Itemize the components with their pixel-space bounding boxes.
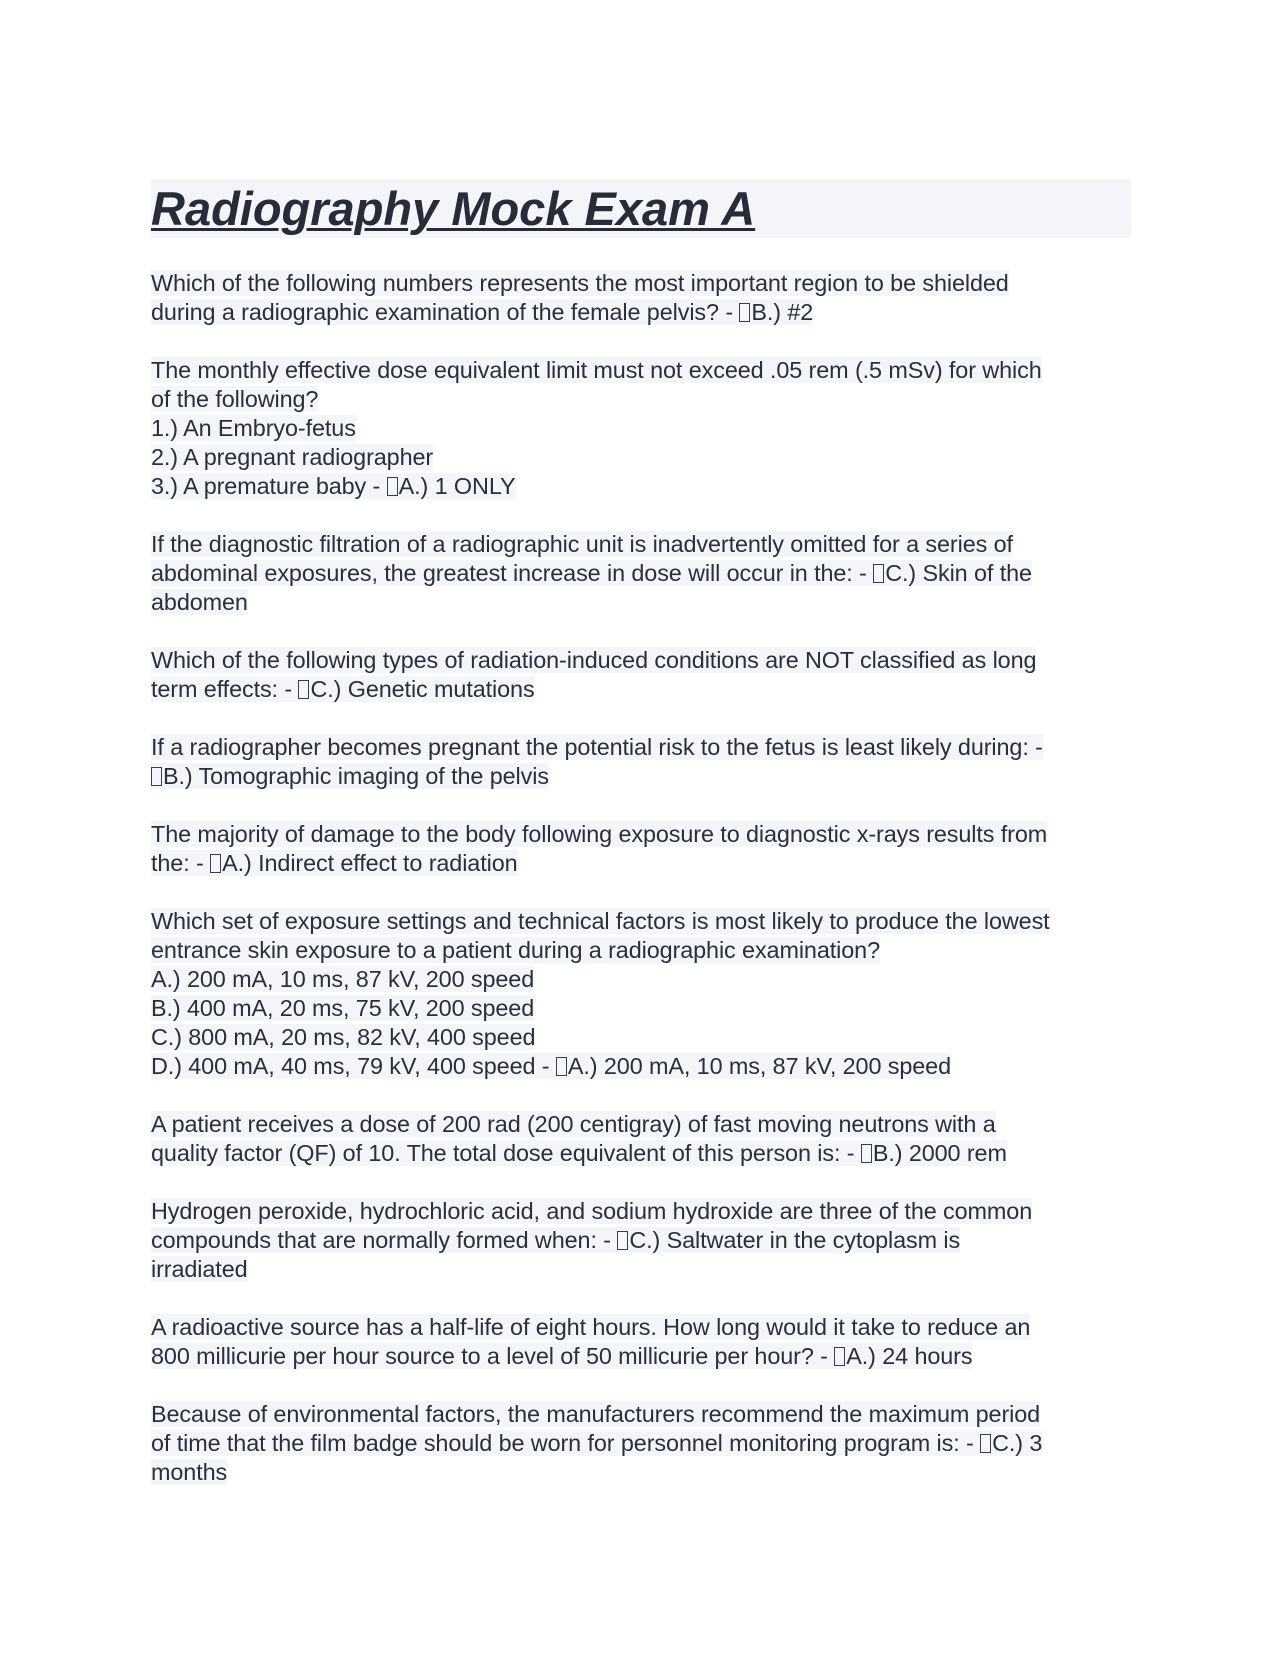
question-text: compounds that are normally formed when: - C.) Saltwater in the cytoplasm is: [151, 1227, 961, 1253]
question-item: [151, 1313, 1131, 1371]
question-item: [151, 530, 1131, 617]
question-text: Which of the following types of radiation-induced conditions are NOT classified as long: [151, 647, 1037, 673]
question-text: [151, 763, 549, 789]
question-line: [151, 907, 1131, 936]
answer-text: A.) Indirect effect to radiation: [222, 850, 518, 876]
answer-text: A.) 1 ONLY: [398, 473, 516, 499]
question-text: 1.) An Embryo-fetus: [151, 415, 356, 441]
missing-glyph-icon: [210, 854, 221, 873]
question-line: [151, 298, 1131, 327]
answer-tail-text: irradiated: [151, 1256, 248, 1282]
question-line: [151, 530, 1131, 559]
question-line: [151, 1197, 1131, 1226]
document-page: [151, 179, 1131, 1516]
question-item: [151, 1400, 1131, 1487]
missing-glyph-icon: [739, 303, 750, 322]
question-text: A patient receives a dose of 200 rad (200 centigray) of fast moving neutrons with a: [151, 1111, 996, 1137]
question-line: [151, 1313, 1131, 1342]
question-text: 2.) A pregnant radiographer: [151, 444, 434, 470]
question-text: of the following?: [151, 386, 319, 412]
answer-text: B.) #2: [751, 299, 814, 325]
missing-glyph-icon: [617, 1231, 628, 1250]
question-line: [151, 414, 1131, 443]
question-text: 3.) A premature baby - A.) 1 ONLY: [151, 473, 516, 499]
answer-tail-text: abdomen: [151, 589, 248, 615]
question-line: [151, 965, 1131, 994]
question-text: quality factor (QF) of 10. The total dose equivalent of this person is: - B.) 2000 rem: [151, 1140, 1007, 1166]
question-line: [151, 356, 1131, 385]
question-line: [151, 443, 1131, 472]
question-line: [151, 385, 1131, 414]
document-title: Radiography Mock Exam A: [151, 182, 756, 235]
missing-glyph-icon: [298, 680, 309, 699]
question-item: [151, 356, 1131, 501]
question-line: [151, 762, 1131, 791]
answer-continuation: [151, 1458, 1131, 1487]
question-item: [151, 269, 1131, 327]
question-text: B.) 400 mA, 20 ms, 75 kV, 200 speed: [151, 995, 535, 1021]
question-line: [151, 936, 1131, 965]
question-text: Because of environmental factors, the manufacturers recommend the maximum period: [151, 1401, 1041, 1427]
question-text: of time that the film badge should be worn for personnel monitoring program is: - C.) 3: [151, 1430, 1043, 1456]
answer-text: C.) Genetic mutations: [310, 676, 535, 702]
question-line: [151, 1400, 1131, 1429]
question-line: [151, 1110, 1131, 1139]
question-line: [151, 1342, 1131, 1371]
question-text: 800 millicurie per hour source to a level of 50 millicurie per hour? - A.) 24 hours: [151, 1343, 973, 1369]
question-line: [151, 646, 1131, 675]
missing-glyph-icon: [151, 767, 162, 786]
question-item: [151, 733, 1131, 791]
question-text: A.) 200 mA, 10 ms, 87 kV, 200 speed: [151, 966, 535, 992]
question-item: [151, 1197, 1131, 1284]
question-text: D.) 400 mA, 40 ms, 79 kV, 400 speed - A.) 200 mA, 10 ms, 87 kV, 200 speed: [151, 1053, 951, 1079]
question-line: [151, 472, 1131, 501]
question-line: [151, 675, 1131, 704]
question-line: [151, 1139, 1131, 1168]
question-text: If a radiographer becomes pregnant the potential risk to the fetus is least likely during: -: [151, 734, 1043, 760]
question-item: [151, 1110, 1131, 1168]
title-block: [151, 179, 1131, 238]
question-text: term effects: - C.) Genetic mutations: [151, 676, 535, 702]
question-line: [151, 1023, 1131, 1052]
question-text: The majority of damage to the body following exposure to diagnostic x-rays results from: [151, 821, 1048, 847]
missing-glyph-icon: [861, 1144, 872, 1163]
question-text: Which of the following numbers represents the most important region to be shielded: [151, 270, 1009, 296]
missing-glyph-icon: [556, 1057, 567, 1076]
missing-glyph-icon: [387, 477, 398, 496]
question-list: [151, 269, 1131, 1487]
answer-continuation: [151, 1255, 1131, 1284]
question-line: [151, 994, 1131, 1023]
question-text: A radioactive source has a half-life of eight hours. How long would it take to reduce an: [151, 1314, 1031, 1340]
answer-text: C.) Skin of the: [885, 560, 1032, 586]
question-line: [151, 849, 1131, 878]
question-text: Hydrogen peroxide, hydrochloric acid, and sodium hydroxide are three of the common: [151, 1198, 1033, 1224]
question-line: [151, 1052, 1131, 1081]
question-text: If the diagnostic filtration of a radiographic unit is inadvertently omitted for a series of: [151, 531, 1013, 557]
question-line: [151, 1226, 1131, 1255]
answer-text: B.) Tomographic imaging of the pelvis: [163, 763, 549, 789]
answer-continuation: [151, 588, 1131, 617]
question-line: [151, 269, 1131, 298]
question-text: C.) 800 mA, 20 ms, 82 kV, 400 speed: [151, 1024, 536, 1050]
answer-text: A.) 24 hours: [846, 1343, 973, 1369]
question-text: entrance skin exposure to a patient during a radiographic examination?: [151, 937, 880, 963]
question-line: [151, 820, 1131, 849]
question-text: Which set of exposure settings and technical factors is most likely to produce the lowest: [151, 908, 1050, 934]
answer-text: C.) Saltwater in the cytoplasm is: [629, 1227, 961, 1253]
missing-glyph-icon: [980, 1434, 991, 1453]
missing-glyph-icon: [873, 564, 884, 583]
answer-text: A.) 200 mA, 10 ms, 87 kV, 200 speed: [567, 1053, 951, 1079]
question-line: [151, 559, 1131, 588]
missing-glyph-icon: [834, 1347, 845, 1366]
question-text: abdominal exposures, the greatest increase in dose will occur in the: - C.) Skin of the: [151, 560, 1032, 586]
question-item: [151, 820, 1131, 878]
answer-text: C.) 3: [992, 1430, 1043, 1456]
question-item: [151, 646, 1131, 704]
answer-tail-text: months: [151, 1459, 228, 1485]
question-text: the: - A.) Indirect effect to radiation: [151, 850, 518, 876]
question-text: The monthly effective dose equivalent limit must not exceed .05 rem (.5 mSv) for which: [151, 357, 1042, 383]
question-line: [151, 733, 1131, 762]
question-text: during a radiographic examination of the female pelvis? - B.) #2: [151, 299, 814, 325]
question-item: [151, 907, 1131, 1081]
question-line: [151, 1429, 1131, 1458]
answer-text: B.) 2000 rem: [872, 1140, 1007, 1166]
